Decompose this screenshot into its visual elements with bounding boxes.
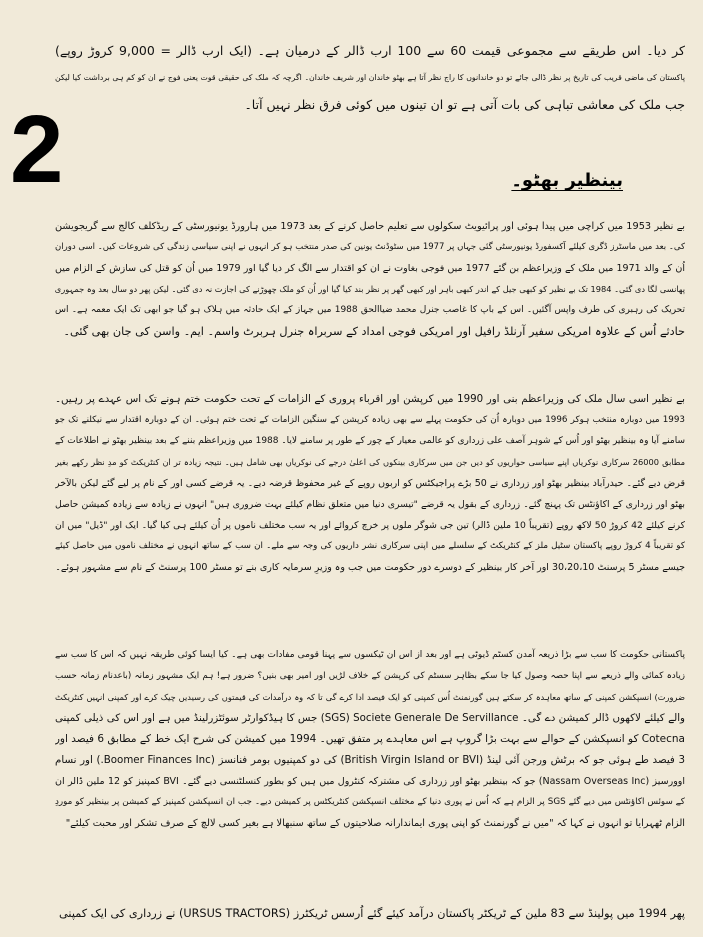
text-line: کو تقریباً 4 کروڑ روپے پاکستان سٹیل ملز کے کنٹریکٹ کے سلسلے میں اپنی سرکاری نشر داریوں کی وجہ سے ملے۔ ان سب کے ساتھ انہوں نے مختلف ناموں میں حاصل کیئے bbox=[55, 541, 685, 551]
text-line: والے کیلئے لاکھوں ڈالر کمیشن دے گی۔ SGS) Societe Generale De Servillance) جس کا ہیڈکوارٹر سوئٹزرلینڈ میں ہے اور اس کی ذیلی کمپنی bbox=[55, 712, 685, 724]
text-line: قرض دیے گئے۔ حیدرآباد بینظیر بھٹو اور زرداری نے 50 بڑے پراجیکٹس کو اربوں روپے کے غیر محفوظ قرضہ دیے۔ یہ قرضے کسی اور کے نام پر لیے گئے لیکن بالآخر bbox=[55, 478, 685, 489]
text-line: پاکستان کی ماضی قریب کی تاریخ پر نظر ڈالی جائے تو دو خاندانوں کا راج نظر آتا ہے بھٹو خاندان اور شریف خاندان۔ اگرچہ کہ ملک کی حقیقی قوت یعنی فوج نے ان کو کم ہی برداشت کیا لیکن bbox=[55, 73, 685, 82]
text-line: پاکستانی حکومت کا سب سے بڑا ذریعہ آمدن کسٹم ڈیوٹی ہے اور بعد از اس ان ٹیکسوں سے پہنا قومی مفادات بھی ہے۔ کیا ایسا کوئی طریقہ نہیں کہ اس کا سب سے bbox=[55, 650, 685, 660]
text-line: بھٹو اور زرداری کے اکاؤنٹس تک پہنچ گئے۔ زرداری کے بقول یہ قرضے "تیسری دنیا میں متعلق نظام کیلئے بہت ضروری ہیں" انہوں نے زیادہ سے زیادہ کمیشن حاصل bbox=[55, 499, 685, 510]
paragraph-2 bbox=[55, 389, 685, 578]
text-line: بے نظیر 1953 میں کراچی میں پیدا ہوئی اور پرائیویٹ سکولوں سے تعلیم حاصل کرنے کے بعد 1973 میں ہارورڈ یونیورسٹی کے ریڈکلف کالج سے گریجویشن bbox=[55, 221, 685, 232]
text-line: اوورسیز (Nassam Overseas Inc) جو کہ بینظیر بھٹو اور زرداری کی مشترکہ کنٹرول میں ہیں کو بطور کنسلٹنسی دیے گئے۔ BVI کمپنیز کو 12 ملین ڈالر ان bbox=[55, 776, 685, 787]
text-line: کرنے کیلئے 42 کروڑ 50 لاکھ روپے (تقریباً 10 ملین ڈالر) تین جی شوگر ملوں پر خرچ کروائے اور یہ سب مختلف ناموں پر اُن کیلئے ہی کیا گیا۔ ایک اور "ڈیل" میں ان bbox=[55, 520, 685, 531]
text-line: Cotecna کو انسپکشن کے حوالے سے بہت بڑا گروپ ہے اس معاہدے پر متفق تھیں۔ 1994 میں کمیشن کی شرح ایک خط کے مطابق 6 فیصد اور bbox=[55, 733, 685, 745]
text-line: 3 فیصد طے ہوئی جو کہ برٹش ورجن آئی لینڈ (British Virgin Island or BVI) کی دو کمپنیوں بومر فنانسز (Boomer Finances Inc.) اور نسام bbox=[55, 754, 685, 766]
text-line: سامنے آیا وہ بینظیر بھٹو اور اُس کے شوہر آصف علی زرداری کو عالمی معیار کے چور کے طور پر سامنے لایا۔ 1988 میں وزیراعظم بننے کے بعد بینظیر بھٹو نے اطلاعات کے bbox=[55, 436, 685, 446]
text-line: حادثے اُس کے علاوہ امریکی سفیر آرنلڈ رافیل اور امریکی فوجی امداد کے سربراہ جنرل ہربرٹ واسم۔ ایم۔ واسن کی جان بھی گئی۔ bbox=[63, 325, 685, 338]
text-line: کی۔ بعد میں ماسٹرز ڈگری کیلئے آکسفورڈ یونیورسٹی گئی جہاں پر 1977 میں سٹوڈنٹ یونین کی صدر منتخب ہو کر انہوں نے اپنی سیاسی زندگی کی شروعات کیں۔ اسی دوران bbox=[55, 242, 685, 252]
paragraph-3 bbox=[55, 645, 685, 834]
intro-paragraph bbox=[55, 40, 685, 115]
text-line: مطابق 26000 سرکاری نوکریاں اپنے سیاسی حواریوں کو دیں جن میں سرکاری بینکوں کی اعلیٰ درجے کی نوکریاں بھی شامل ہیں۔ نتیجہ زیادہ تر ان کنٹریکٹ کو مدِ نظر رکھے بغیر bbox=[55, 457, 685, 467]
text-line: کر دیا۔ اس طریقے سے مجموعی قیمت 60 سے 100 ارب ڈالر کے درمیان ہے۔ (ایک ارب ڈالر = 9,000 کروڑ روپے) bbox=[55, 43, 685, 58]
text-line: جیسے مسٹر 5 پرسنٹ 30،20،10 اور آخر کار بینظیر کے دوسرے دور حکومت میں جب وہ وزیرِ سرمایہ کاری بنے تو مسٹر 100 پرسنٹ کے نام سے مشہور ہوئے۔ bbox=[55, 562, 685, 573]
section-heading: بینظیر بھٹو۔ bbox=[511, 170, 623, 191]
text-line: پھر 1994 میں پولینڈ سے 83 ملین کے ٹریکٹر پاکستان درآمد کیئے گئے اُرسس ٹریکٹرز (URSUS TRACTORS) نے زرداری کی ایک کمپنی bbox=[59, 907, 685, 920]
page-number: 2 bbox=[10, 96, 64, 203]
paragraph-1 bbox=[55, 216, 685, 342]
text-line: ضرورت) انسپکشن کمپنی کے ساتھ معاہدہ کر سکتے ہیں گورنمنٹ اُس کمپنی کو ایک فیصد ادا کرے گی تا کہ وہ درآمدات کی قیمتوں کی رسیدیں چیک کرے اور کمپنی انہیں کنٹریکٹ bbox=[55, 692, 685, 702]
paragraph-4 bbox=[55, 903, 685, 924]
text-line: الزام ٹھہرایا تو انہوں نے کہا کہ "میں نے گورنمنٹ کو اپنی پوری ایماندارانہ صلاحیتوں کے ساتھ سنبھالا ہے بغیر کسی لالچ کے صرف تشکر اور محبت کیلئے" bbox=[65, 818, 685, 829]
text-line: بے نظیر اسی سال ملک کی وزیراعظم بنی اور 1990 میں کرپشن اور اقرباء پروری کے الزامات کے تحت حکومت ختم ہونے تک اس عہدے پر رہیں۔ bbox=[55, 393, 685, 405]
text-line: کے سوئس اکاؤنٹس میں دیے گئے SGS پر الزام ہے کہ اُس نے پوری دنیا کے مختلف انسپکشن کنٹریکٹس پر کمیشن دیے۔ جب ان انسپکشن کمپنیز کے کمیشن پر بینظیر کو موردِ bbox=[55, 797, 685, 807]
text-line: جب ملک کی معاشی تباہی کی بات آتی ہے تو ان تینوں میں کوئی فرق نظر نہیں آتا۔ bbox=[244, 97, 685, 112]
text-line: 1993 میں دوبارہ منتخب ہوکر 1996 میں دوبارہ اُن کی حکومت پہلے سے بھی زیادہ کرپشن کے سنگین الزامات کے تحت ختم ہوئی۔ ان کے دوبارہ اقتدار سے نیکلنے تک جو bbox=[55, 415, 685, 425]
text-line: تحریک کی رہبری کی طرف واپس آگئیں۔ اس کے باپ کا غاصب جنرل محمد ضیاالحق 1988 میں جہاز کے ایک حادثہ میں ہلاک ہو گیا جو ابھی تک ایک معمہ ہے۔ اس bbox=[55, 305, 685, 315]
text-line: زیادہ کمائی والے ذریعے سے اپنا حصہ وصول کیا جا سکے بظاہر سسٹم کی کرپشن کے خلاف لڑیں اور امیر بھی بنیں؟ ضرور ہے! ہم ایک مشہور زمانہ (باعدنام زمانہ حسب bbox=[55, 671, 685, 681]
text-line: پھانسی لگا دی گئی۔ 1984 تک بے نظیر کو کبھی جیل کے اندر کبھی باہر اور کبھی گھر پر نظر بند کیا گیا اور اُن کو ملک چھوڑنے کی اجازت نہ دی گئی۔ لیکن پھر دو سال بعد وہ جمہوری bbox=[55, 284, 685, 294]
text-line: اُن کے والد 1971 میں ملک کے وزیراعظم بن گئے 1977 میں فوجی بغاوت نے ان کو اقتدار سے الگ کر دیا گیا اور 1979 میں اُن کو قتل کی سازش کے الزام میں bbox=[55, 263, 685, 274]
